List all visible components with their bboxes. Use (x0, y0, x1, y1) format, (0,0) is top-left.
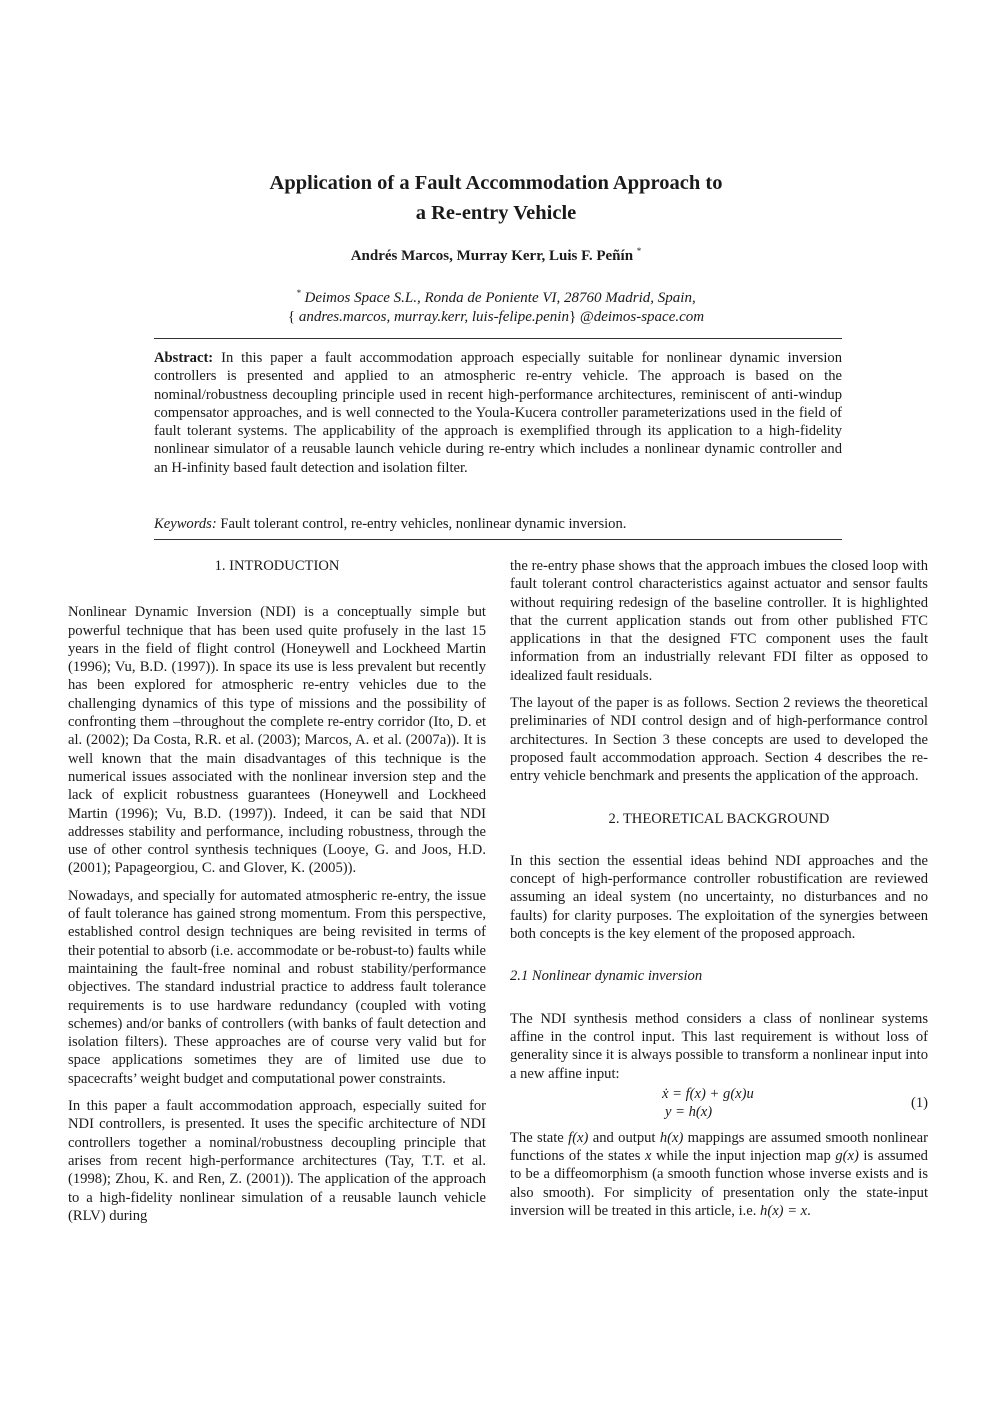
author-names: Andrés Marcos, Murray Kerr, Luis F. Peñín (350, 248, 634, 264)
ndi-p2-part-e: is assumed to be a diffeomorphism (a smooth function whose inverse exists and is also smooth). For simplicity of presentation only the state-input inversion will be treated in this article, i.e. (510, 1148, 928, 1220)
brace-close: } (568, 309, 577, 325)
intro-paragraph-4: the re-entry phase shows that the approach imbues the closed loop with fault tolerant control characteristics against actuator and sensor faults without requiring redesign of the baseline controller. It is highlighted that the current application stands out from other published FTC applications in that the designed FTC component uses the fault information from an industrially relevant FDI filter as opposed to idealized fault residuals. (510, 558, 928, 684)
author-list (150, 246, 842, 265)
intro-paragraph-5: The layout of the paper is as follows. Section 2 reviews the theoretical preliminaries of NDI control design and of high-performance control architectures. In Section 3 these concepts are used to developed the proposed fault accommodation approach. Section 4 describes the re-entry vehicle benchmark and presents the application of the approach. (510, 695, 928, 785)
ndi-paragraph-1: The NDI synthesis method considers a class of nonlinear systems affine in the control input. This last requirement is without loss of generality since it is always possible to transform a nonlinear input into a new affine input: (510, 1010, 928, 1082)
affiliation-domain: @deimos-space.com (579, 309, 705, 325)
equation-1-line-2: y = h(x) (665, 1103, 713, 1120)
left-column (68, 557, 486, 1234)
rule-top (154, 338, 842, 339)
background-paragraph-1: In this section the essential ideas behind NDI approaches and the concept of high-performance controller robustification are reviewed assuming an ideal system (no uncertainty, no disturbances and no faults) for clarity purposes. The exploitation of the synergies between both concepts is the key element of the proposed approach. (510, 852, 928, 943)
section-heading-theoretical-background: 2. THEORETICAL BACKGROUND (608, 810, 830, 827)
ndi-p2-part-d: while the input injection map (651, 1148, 836, 1165)
ndi-p2-end: . (807, 1203, 811, 1220)
intro-paragraph-2: Nowadays, and specially for automated atmospheric re-entry, the issue of fault tolerance has gained strong momentum. From this perspective, established control design techniques are being revisited in terms of their potential to absorb (i.e. accommodate or be-robust-to) faults while maintaining the fault-free nominal and robust stability/performance objectives. The standard industrial practice to address fault tolerance requirements is to use hardware redundancy (coupled with voting schemes) and/or banks of controllers (with banks of fault detection and isolation filters). These approaches are of course very valid but for space applications sometimes they are of limited use due to spacecrafts’ weight budget and computational power constraints. (68, 887, 486, 1087)
abstract-label: Abstract: (154, 350, 214, 366)
equation-1-number: (1) (910, 1094, 928, 1111)
brace-open: { (287, 309, 296, 325)
affiliation-emails: andres.marcos, murray.kerr, luis-felipe.penin (298, 309, 569, 325)
paper-title (150, 168, 842, 228)
math-fx: f(x) (568, 1129, 589, 1146)
keywords-label: Keywords: (154, 516, 217, 532)
right-column (510, 557, 928, 1229)
keywords-text: Fault tolerant control, re-entry vehicles, nonlinear dynamic inversion. (220, 516, 627, 532)
section-heading-introduction: 1. INTRODUCTION (214, 558, 340, 574)
ndi-p2-part-a: The state (510, 1129, 569, 1146)
intro-paragraph-3: In this paper a fault accommodation approach, especially suited for NDI controllers, is presented. It uses the specific architecture of NDI controllers together a nominal/robustness decoupling principle that arises from recent high-performance architectures (Tay, T.T. et al. (1998); Zhou, K. and Ren, Z. (2001)). The application of the approach to a high-fidelity nonlinear simulation of a reusable launch vehicle (RLV) during (68, 1098, 486, 1224)
ndi-p2-part-c: mappings are assumed smooth nonlinear functions of the states (510, 1129, 928, 1165)
abstract-text: In this paper a fault accommodation approach especially suitable for nonlinear dynamic inversion controllers is presented and applied to an atmospheric re-entry vehicle. The approach is based on the nominal/robustness decoupling principle used in recent high-performance architectures, reminiscent of anti-windup compensator approaches, and is well connected to the Youla-Kucera controller parameterizations used in the field of fault tolerant systems. The applicability of the approach is exemplified through its application to a high-fidelity nonlinear simulator of a reusable launch vehicle during re-entry which includes a nonlinear dynamic controller and an H-infinity based fault detection and isolation filter. (154, 350, 842, 476)
equation-1-line-1: ẋ = f(x) + g(x)u (662, 1085, 754, 1102)
affiliation-mark: * (296, 288, 301, 298)
abstract (154, 349, 842, 477)
affiliation (150, 284, 842, 327)
rule-bottom (154, 539, 842, 540)
ndi-paragraph-2 (510, 1129, 928, 1220)
math-hx-eq-x: h(x) = x (760, 1203, 808, 1220)
title-line-2: a Re-entry Vehicle (415, 202, 577, 224)
intro-paragraph-1: Nonlinear Dynamic Inversion (NDI) is a conceptually simple but powerful technique that has been used quite profusely in the last 15 years in the field of flight control (Honeywell and Lockheed Martin (1996); Vu, B.D. (1997)). In space its use is less prevalent but recently has been explored for atmospheric re-entry vehicles due to the challenging dynamics of this type of missions and the possibility of confronting them –throughout the complete re-entry corridor (Ito, D. et al. (2002); Da Costa, R.R. et al. (2003); Marcos, A. et al. (2007a)). It is well known that the main disadvantages of this technique is the numerical issues associated with the nonlinear inversion step and the lack of explicit robustness guarantees (Honeywell and Lockheed Martin (1996); Vu, B.D. (1997)). Indeed, it can be said that NDI addresses stability and performance, including robustness, through the use of other control synthesis techniques (Looye, G. and Joos, H.D. (2001); Papageorgiou, C. and Glover, K. (2005)). (68, 604, 486, 877)
math-hx: h(x) (659, 1129, 684, 1146)
subsection-heading-ndi: 2.1 Nonlinear dynamic inversion (510, 968, 703, 985)
math-gx: g(x) (835, 1148, 859, 1165)
affiliation-address: Deimos Space S.L., Ronda de Poniente VI, 28760 Madrid, Spain, (304, 290, 696, 306)
ndi-p2-part-b: and output (588, 1129, 660, 1146)
author-affiliation-mark: * (636, 246, 642, 256)
math-x: x (645, 1148, 652, 1165)
equation-1 (510, 1085, 928, 1123)
title-line-1: Application of a Fault Accommodation Approach to (269, 172, 723, 194)
keywords (154, 515, 842, 533)
